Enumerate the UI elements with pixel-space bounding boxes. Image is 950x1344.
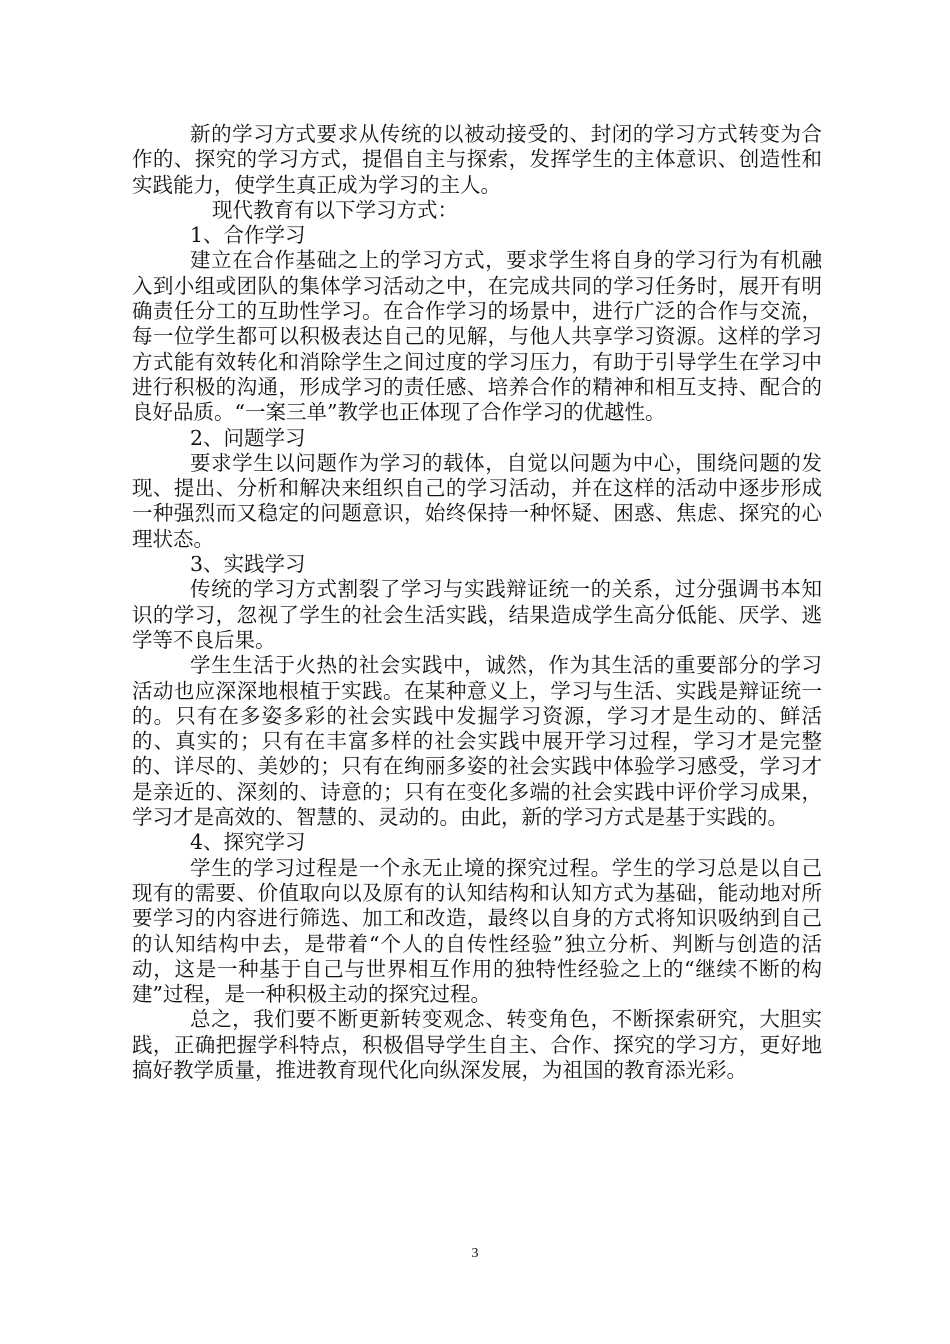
inquiry-paragraph: 学生的学习过程是一个永无止境的探究过程。学生的学习总是以自己现有的需要、价值取向以及原有的认知结构和认知方式为基础，能动地对所要学习的内容进行筛选、加工和改造，最终以自身的方式将知识吸纳到自己的认知结构中去，是带着“个人的自传性经验”独立分析、判断与创造的活动，这是一种基于自己与世界相互作用的独特性经验之上的“继续不断的构建”过程，是一种积极主动的探究过程。 bbox=[132, 855, 822, 1007]
conclusion-paragraph: 总之，我们要不断更新转变观念、转变角色，不断探索研究，大胆实践，正确把握学科特点，积极倡导学生自主、合作、探究的学习方，更好地搞好教学质量，推进教育现代化向纵深发展，为祖国的教育添光彩。 bbox=[132, 1007, 822, 1082]
practice-paragraph-2: 学生生活于火热的社会实践中，诚然，作为其生活的重要部分的学习活动也应深深地根植于实践。在某种意义上，学习与生活、实践是辩证统一的。只有在多姿多彩的社会实践中发掘学习资源，学习才是生动的、鲜活的、真实的；只有在丰富多样的社会实践中展开学习过程，学习才是完整的、详尽的、美妙的；只有在绚丽多姿的社会实践中体验学习感受，学习才是亲近的、深刻的、诗意的；只有在变化多端的社会实践中评价学习成果，学习才是高效的、智慧的、灵动的。由此，新的学习方式是基于实践的。 bbox=[132, 653, 822, 830]
list-intro: 现代教育有以下学习方式： bbox=[212, 197, 458, 222]
intro-paragraph: 新的学习方式要求从传统的以被动接受的、封闭的学习方式转变为合作的、探究的学习方式，提倡自主与探索，发挥学生的主体意识、创造性和实践能力，使学生真正成为学习的主人。 bbox=[132, 122, 822, 197]
section-heading-inquiry: 4、探究学习 bbox=[190, 830, 306, 855]
document-body bbox=[132, 122, 822, 1083]
section-heading-practice: 3、实践学习 bbox=[190, 552, 306, 577]
cooperative-paragraph: 建立在合作基础之上的学习方式，要求学生将自身的学习行为有机融入到小组或团队的集体学习活动之中，在完成共同的学习任务时，展开有明确责任分工的互助性学习。在合作学习的场景中，进行广泛的合作与交流，每一位学生都可以积极表达自己的见解，与他人共享学习资源。这样的学习方式能有效转化和消除学生之间过度的学习压力，有助于引导学生在学习中进行积极的沟通，形成学习的责任感、培养合作的精神和相互支持、配合的良好品质。“一案三单”教学也正体现了合作学习的优越性。 bbox=[132, 248, 822, 425]
practice-paragraph-1: 传统的学习方式割裂了学习与实践辩证统一的关系，过分强调书本知识的学习，忽视了学生的社会生活实践，结果造成学生高分低能、厌学、逃学等不良后果。 bbox=[132, 577, 822, 652]
problem-paragraph: 要求学生以问题作为学习的载体，自觉以问题为中心，围绕问题的发现、提出、分析和解决来组织自己的学习活动，并在这样的活动中逐步形成一种强烈而又稳定的问题意识，始终保持一种怀疑、困惑、焦虑、探究的心理状态。 bbox=[132, 450, 822, 551]
section-heading-problem: 2、问题学习 bbox=[190, 425, 306, 450]
page-number: 3 bbox=[471, 1246, 479, 1261]
section-heading-cooperative: 1、合作学习 bbox=[190, 223, 306, 248]
